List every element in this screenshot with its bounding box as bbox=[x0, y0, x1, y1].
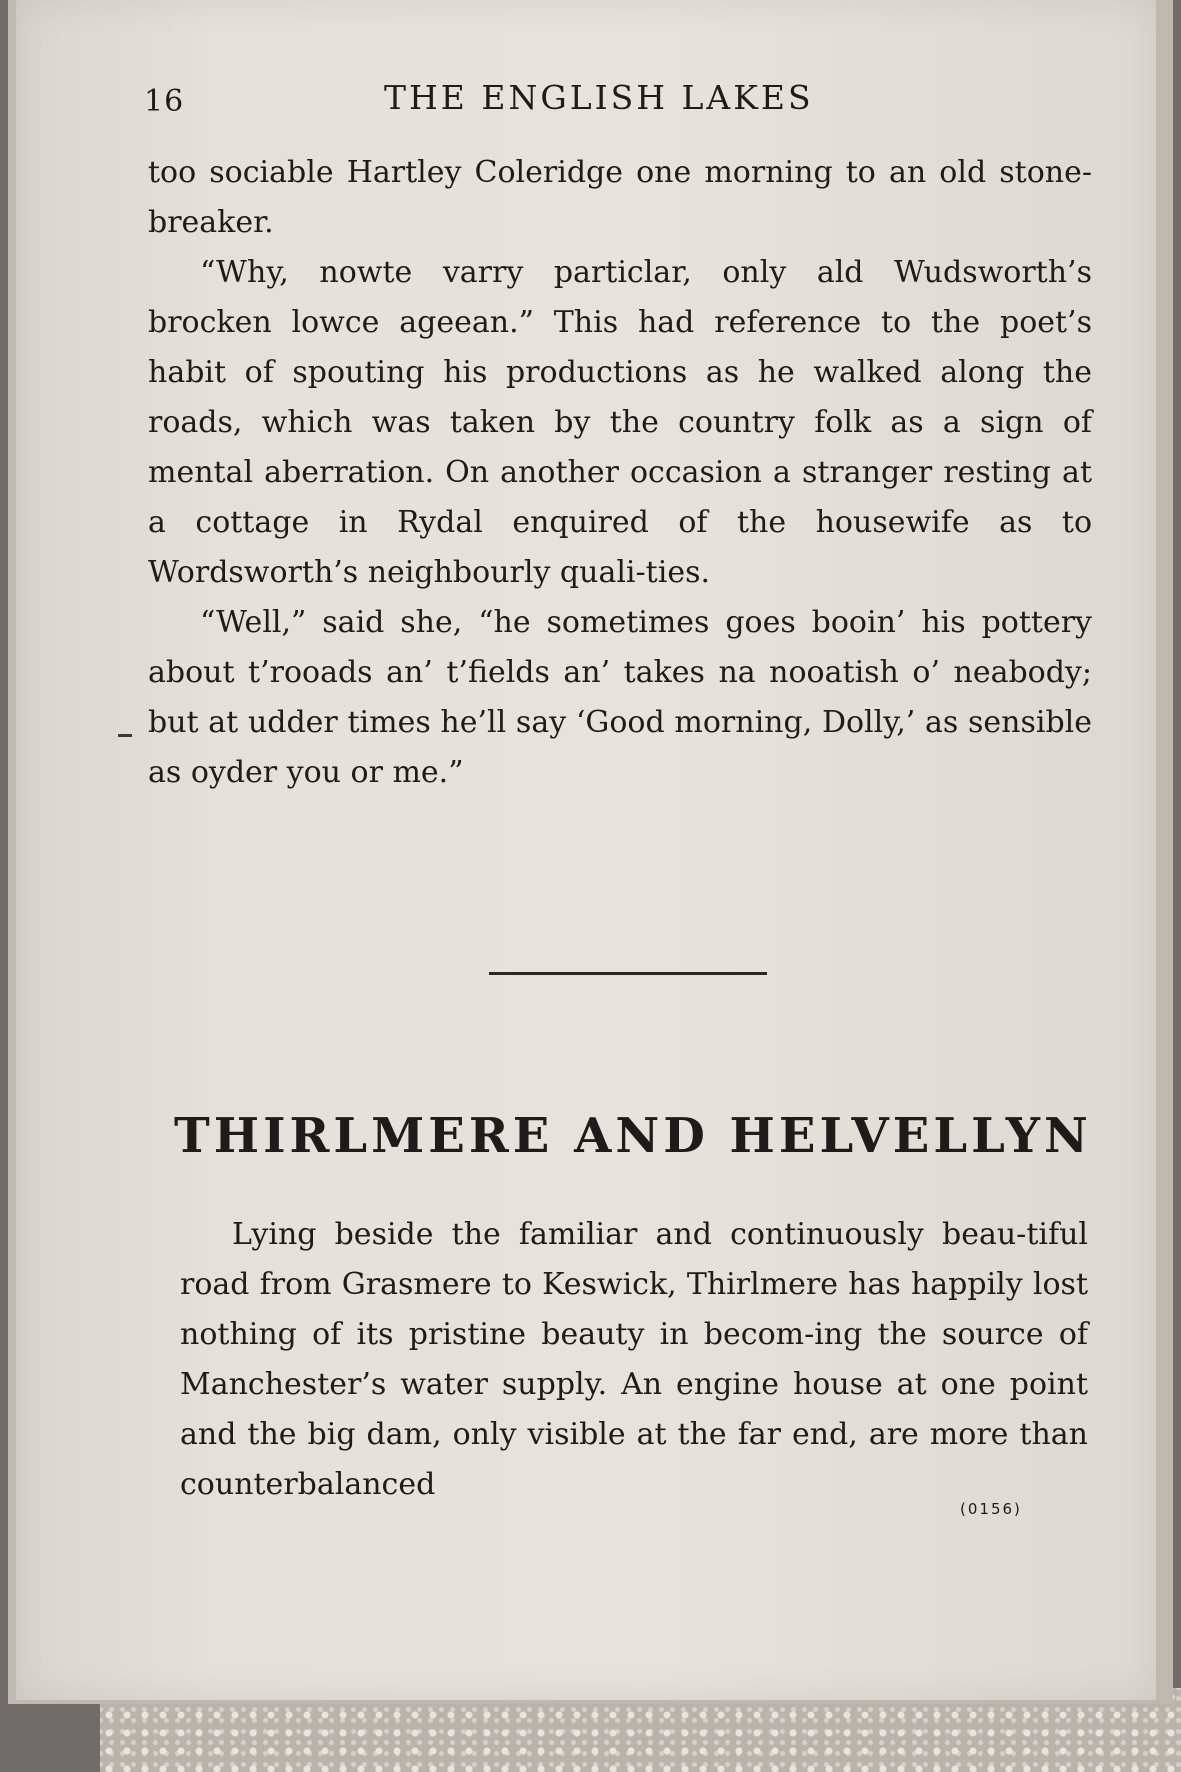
page-number: 16 bbox=[144, 84, 185, 119]
section-one-text bbox=[148, 148, 1092, 798]
paragraph: Lying beside the familiar and continuously beau-tiful road from Grasmere to Keswick, Thirlmere has happily lost nothing of its pristine beauty in becom-ing the source of Manchester’s water supply. An engine house at one point and the big dam, only visible at the far end, are more than counterbalanced bbox=[180, 1217, 1088, 1502]
paragraph: “Well,” said she, “he sometimes goes booin’ his pottery about t’rooads an’ t’fields an’ takes na nooatish o’ neabody; but at udder times he’ll say ‘Good morning, Dolly,’ as sensible as oyder you or me.” bbox=[148, 605, 1092, 790]
running-head-title: THE ENGLISH LAKES bbox=[384, 78, 814, 117]
section-heading: THIRLMERE AND HELVELLYN bbox=[174, 1108, 1092, 1164]
paragraph: too sociable Hartley Coleridge one morning to an old stone-breaker. bbox=[148, 155, 1092, 240]
section-divider bbox=[489, 972, 767, 975]
section-two-text bbox=[180, 1210, 1088, 1510]
book-page bbox=[16, 0, 1156, 1700]
paragraph: “Why, nowte varry particlar, only ald Wudsworth’s brocken lowce ageean.” This had reference to the poet’s habit of spouting his productions as he walked along the roads, which was taken by the country folk as a sign of mental aberration. On another occasion a stranger resting at a cottage in Rydal enquired of the housewife as to Wordsworth’s neighbourly quali-ties. bbox=[148, 255, 1092, 590]
margin-mark bbox=[118, 734, 132, 737]
printer-signature-code: (0156) bbox=[960, 1500, 1022, 1518]
running-head bbox=[144, 78, 1084, 118]
